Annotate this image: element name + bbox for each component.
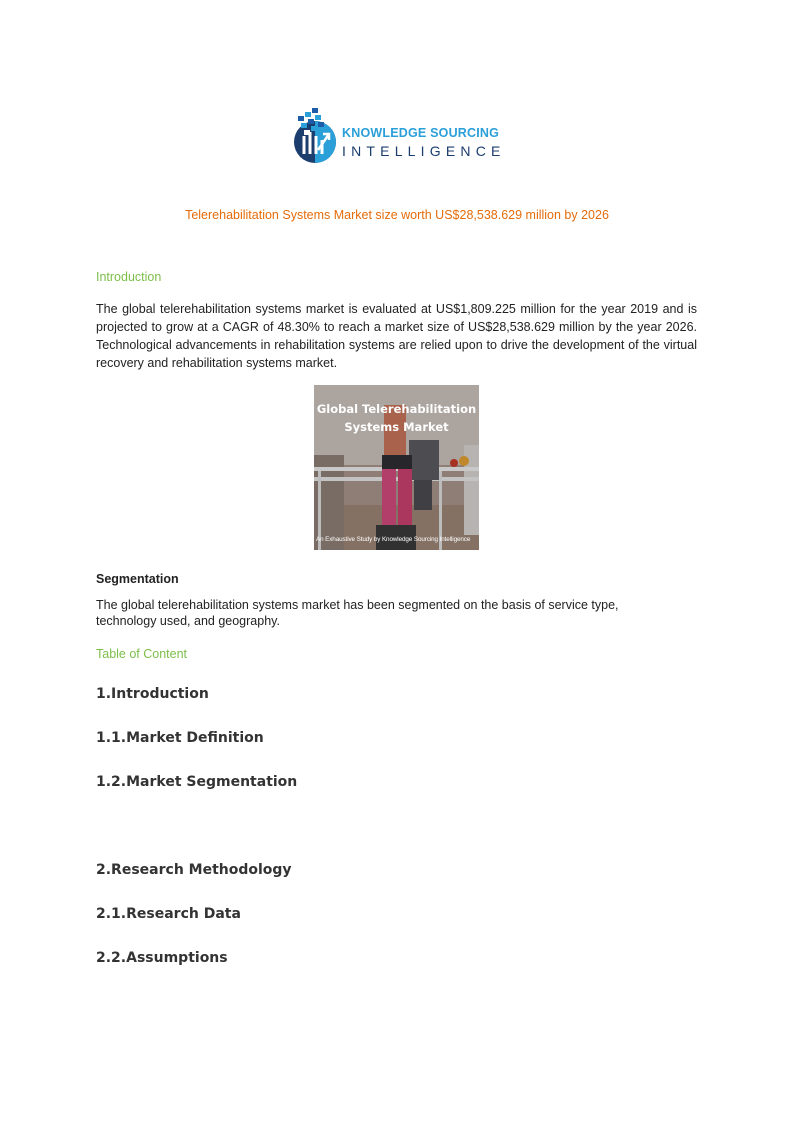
introduction-paragraph: The global telerehabilitation systems market is evaluated at US$1,809.225 million for the year 2019 and is projected to grow at a CAGR of 48.30% to reach a market size of US$28,538.629 million by the year 2026. Technological advancements in rehabilitation systems are relied upon to drive the development of the virtual recovery and rehabilitation systems market. (96, 302, 697, 370)
image-title: Global Telerehabilitation Systems Market (316, 402, 477, 434)
toc-item: 1.2.Market Segmentation (96, 774, 298, 790)
toc-item: 1.1.Market Definition (96, 730, 264, 746)
document-title: Telerehabilitation Systems Market size worth US$28,538.629 million by 2026 (185, 208, 609, 222)
market-report-image (314, 385, 479, 550)
toc-item: 2.1.Research Data (96, 906, 241, 922)
toc-heading: Table of Content (96, 647, 188, 661)
logo-text-bottom: INTELLIGENCE (342, 143, 506, 159)
toc-item: 2.2.Assumptions (96, 950, 228, 966)
segmentation-heading: Segmentation (96, 572, 179, 586)
ks-logo-icon (292, 106, 338, 164)
segmentation-paragraph: The global telerehabilitation systems market has been segmented on the basis of service type, technology used, and geography. (96, 598, 619, 628)
logo-text-top: KNOWLEDGE SOURCING (342, 126, 500, 140)
toc-item: 2.Research Methodology (96, 862, 292, 878)
company-logo (292, 106, 512, 166)
toc-item: 1.Introduction (96, 686, 209, 702)
introduction-heading: Introduction (96, 270, 162, 284)
image-caption: An Exhaustive Study by Knowledge Sourcing Intelligence (316, 536, 471, 543)
